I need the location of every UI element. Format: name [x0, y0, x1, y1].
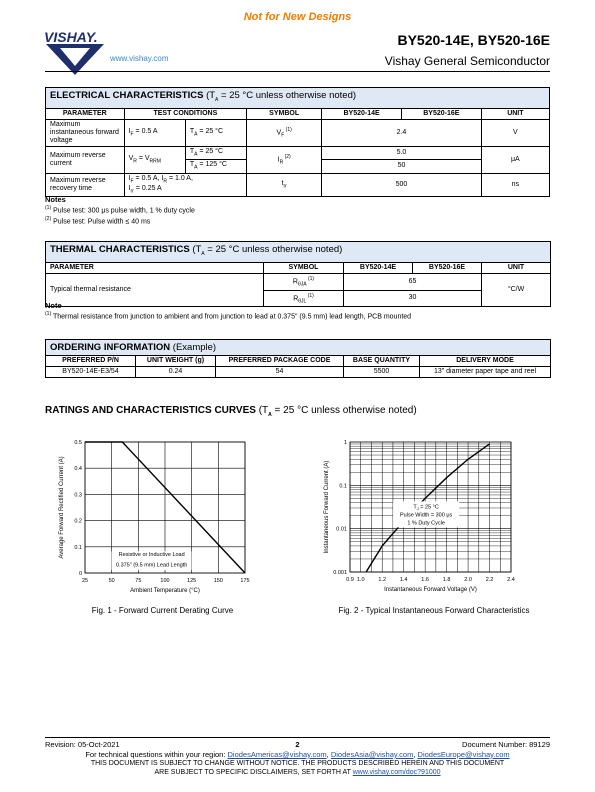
- email-europe-link[interactable]: DiodesEurope@vishay.com: [417, 750, 510, 759]
- x-tick-label: 1.0: [356, 577, 365, 583]
- electrical-column-headers: PARAMETER TEST CONDITIONS SYMBOL BY520-14E BY520-16E UNIT: [46, 108, 550, 119]
- document-number: Document Number: 89129: [462, 740, 550, 749]
- electrical-title-row: ELECTRICAL CHARACTERISTICS ($T_A = 25$ °C unless otherwise noted): [46, 88, 550, 109]
- thermal-column-headers: PARAMETER SYMBOL BY520-14E BY520-16E UNIT: [46, 262, 551, 273]
- y-tick-label: 0.01: [336, 526, 347, 533]
- x-axis-label: Instantaneous Forward Voltage (V): [384, 587, 477, 593]
- table-row: Maximum reverse current $V_R = V_{RRM}$ $T_A = 25$ °C $I_R$ $^{(2)}$ 5.0 μA: [46, 146, 550, 159]
- table-row: Typical thermal resistance $R_{\theta JA}$ $^{(1)}$ 65 °C/W: [46, 273, 551, 290]
- y-tick-label: 0.001: [333, 570, 347, 576]
- electrical-notes: Notes $^{(1)}$ Pulse test: 300 μs pulse width, 1 % duty cycle $^{(2)}$ Pulse test: Pulse width ≤ 40 ms: [45, 195, 195, 226]
- y-tick-label: 0.1: [74, 544, 82, 551]
- annotation-line-2: Pulse Width = 300 μs: [400, 512, 453, 519]
- thermal-title-row: THERMAL CHARACTERISTICS ($T_A = 25$ °C unless otherwise noted): [46, 242, 551, 263]
- part-numbers: BY520-14E, BY520-16E: [397, 32, 550, 48]
- annotation-line-1: $T_J = 25$ °C: [413, 504, 439, 511]
- table-row: Maximum reverse recovery time $I_F = 0.5$ A, $I_R = 1.0$ A, $I_{rr} = 0.25$ A $t_{rr}$ 500 ns: [46, 173, 550, 197]
- x-tick-label: 75: [135, 578, 142, 584]
- y-tick-label: 1: [343, 440, 347, 446]
- y-tick-label: 0.2: [74, 518, 82, 525]
- revision-date: Revision: 05-Oct-2021: [45, 740, 120, 749]
- x-tick-label: 25: [81, 578, 89, 584]
- thermal-note: Note $^{(1)}$ Thermal resistance from junction to ambient and from junction to lead at 0.375" (9.5 mm) lead length, PCB mounted: [45, 301, 412, 321]
- fig2-caption: Fig. 2 - Typical Instantaneous Forward Characteristics: [338, 606, 530, 615]
- technical-contacts: For technical questions within your region: DiodesAmericas@vishay.com, DiodesAsia@vishay.com, DiodesEurope@vishay.com: [85, 750, 510, 759]
- electrical-title: ELECTRICAL CHARACTERISTICS: [50, 90, 204, 101]
- x-axis-label: Ambient Temperature (°C): [130, 588, 200, 594]
- disclaimer-link[interactable]: www.vishay.com/doc?91000: [352, 769, 441, 776]
- header-divider: [45, 71, 550, 72]
- annotation-line-2: 0.375" (9.5 mm) Lead Length: [115, 562, 188, 569]
- x-tick-label: 100: [160, 578, 170, 584]
- disclaimer-line-2: ARE SUBJECT TO SPECIFIC DISCLAIMERS, SET FORTH AT www.vishay.com/doc?91000: [154, 769, 441, 776]
- y-axis-label: Average Forward Rectified Current (A): [59, 456, 65, 559]
- x-tick-label: 2.0: [464, 577, 472, 583]
- x-tick-label: 1.6: [421, 577, 429, 583]
- email-americas-link[interactable]: DiodesAmericas@vishay.com: [227, 750, 327, 759]
- x-tick-label: 1.8: [442, 577, 451, 583]
- x-tick-label: 50: [108, 578, 115, 584]
- table-row: Maximum instantaneous forward voltage $I_F = 0.5$ A $T_A = 25$ °C $V_F$ $^{(1)}$ 2.4 V: [46, 119, 550, 146]
- curves-heading: RATINGS AND CHARACTERISTICS CURVES ($T_A = 25$ °C unless otherwise noted): [45, 405, 417, 418]
- table-row: $R_{\theta JL}$ $^{(1)}$ 30: [46, 290, 551, 307]
- document-subtitle: Vishay General Semiconductor: [384, 54, 550, 68]
- x-tick-label: 1.4: [399, 577, 408, 583]
- x-tick-label: 0.9: [346, 577, 354, 583]
- footer-divider: [45, 737, 550, 738]
- page-number: 2: [295, 740, 300, 749]
- x-tick-label: 175: [240, 578, 250, 584]
- annotation-line-3: 1 % Duty Cycle: [407, 520, 445, 527]
- table-row: $T_A = 125$ °C 50: [46, 160, 550, 173]
- y-tick-label: 0.4: [74, 466, 82, 473]
- y-tick-label: 0.5: [74, 440, 82, 446]
- forward-current-derating-chart: [45, 432, 280, 602]
- thermal-title: THERMAL CHARACTERISTICS: [50, 244, 190, 255]
- vishay-logo: [44, 28, 106, 76]
- x-tick-label: 2.2: [485, 577, 494, 583]
- ordering-column-headers: PREFERRED P/N UNIT WEIGHT (g) PREFERRED PACKAGE CODE BASE QUANTITY DELIVERY MODE: [46, 356, 551, 367]
- y-tick-label: 0: [78, 571, 82, 577]
- x-tick-label: 2.4: [507, 577, 515, 583]
- forward-characteristics-chart: [318, 432, 550, 602]
- email-asia-link[interactable]: DiodesAsia@vishay.com: [330, 750, 414, 759]
- x-tick-label: 125: [187, 578, 197, 584]
- disclaimer-line-1: THIS DOCUMENT IS SUBJECT TO CHANGE WITHOUT NOTICE. THE PRODUCTS DESCRIBED HEREIN AND THIS DOCUMENT: [90, 760, 505, 767]
- ordering-information-table: [45, 339, 551, 378]
- not-for-new-designs-notice: Not for New Designs: [243, 11, 352, 23]
- thermal-characteristics-table: [45, 241, 551, 307]
- y-tick-label: 0.3: [74, 492, 82, 499]
- y-axis-label: Instantaneous Forward Current (A): [324, 460, 330, 554]
- table-row: BY520-14E-E3/54 0.24 54 5500 13" diameter paper tape and reel: [46, 367, 551, 378]
- fig1-caption: Fig. 1 - Forward Current Derating Curve: [91, 606, 234, 615]
- x-tick-label: 1.2: [378, 577, 387, 583]
- x-tick-label: 150: [213, 578, 223, 584]
- ordering-title-row: ORDERING INFORMATION (Example): [46, 340, 551, 356]
- brand-text: VISHAY.: [44, 29, 98, 45]
- electrical-characteristics-table: [45, 87, 550, 197]
- website-link[interactable]: www.vishay.com: [110, 54, 169, 63]
- ordering-title: ORDERING INFORMATION: [50, 342, 171, 353]
- annotation-line-1: Resistive or Inductive Load: [118, 551, 185, 558]
- y-tick-label: 0.1: [339, 483, 347, 490]
